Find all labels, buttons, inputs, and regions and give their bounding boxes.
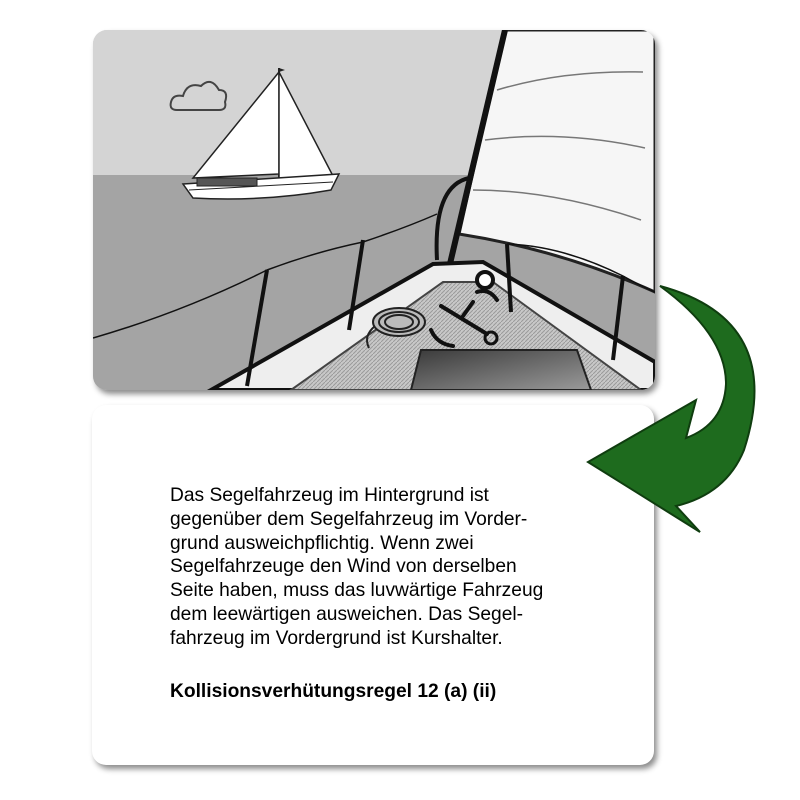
- answer-line: fahrzeug im Vordergrund ist Kurshalter.: [170, 627, 503, 649]
- answer-line: Segelfahrzeuge den Wind von derselben: [170, 556, 517, 578]
- back-card: [92, 405, 654, 765]
- hatch-icon: [411, 350, 591, 390]
- front-card: [93, 30, 655, 390]
- answer-line: gegenüber dem Segelfahrzeug im Vorder-: [170, 508, 528, 530]
- curved-arrow-icon: [580, 280, 790, 540]
- answer-line: grund ausweichpflichtig. Wenn zwei: [170, 532, 474, 554]
- sailing-illustration: [93, 30, 655, 390]
- answer-text: [170, 484, 610, 651]
- answer-line: dem leewärtigen ausweichen. Das Segel-: [170, 603, 524, 625]
- answer-line: Das Segelfahrzeug im Hintergrund ist: [170, 485, 489, 506]
- rule-reference: Kollisionsverhütungsregel 12 (a) (ii): [170, 681, 497, 702]
- answer-line: Seite haben, muss das luvwärtige Fahrzeug: [170, 580, 544, 602]
